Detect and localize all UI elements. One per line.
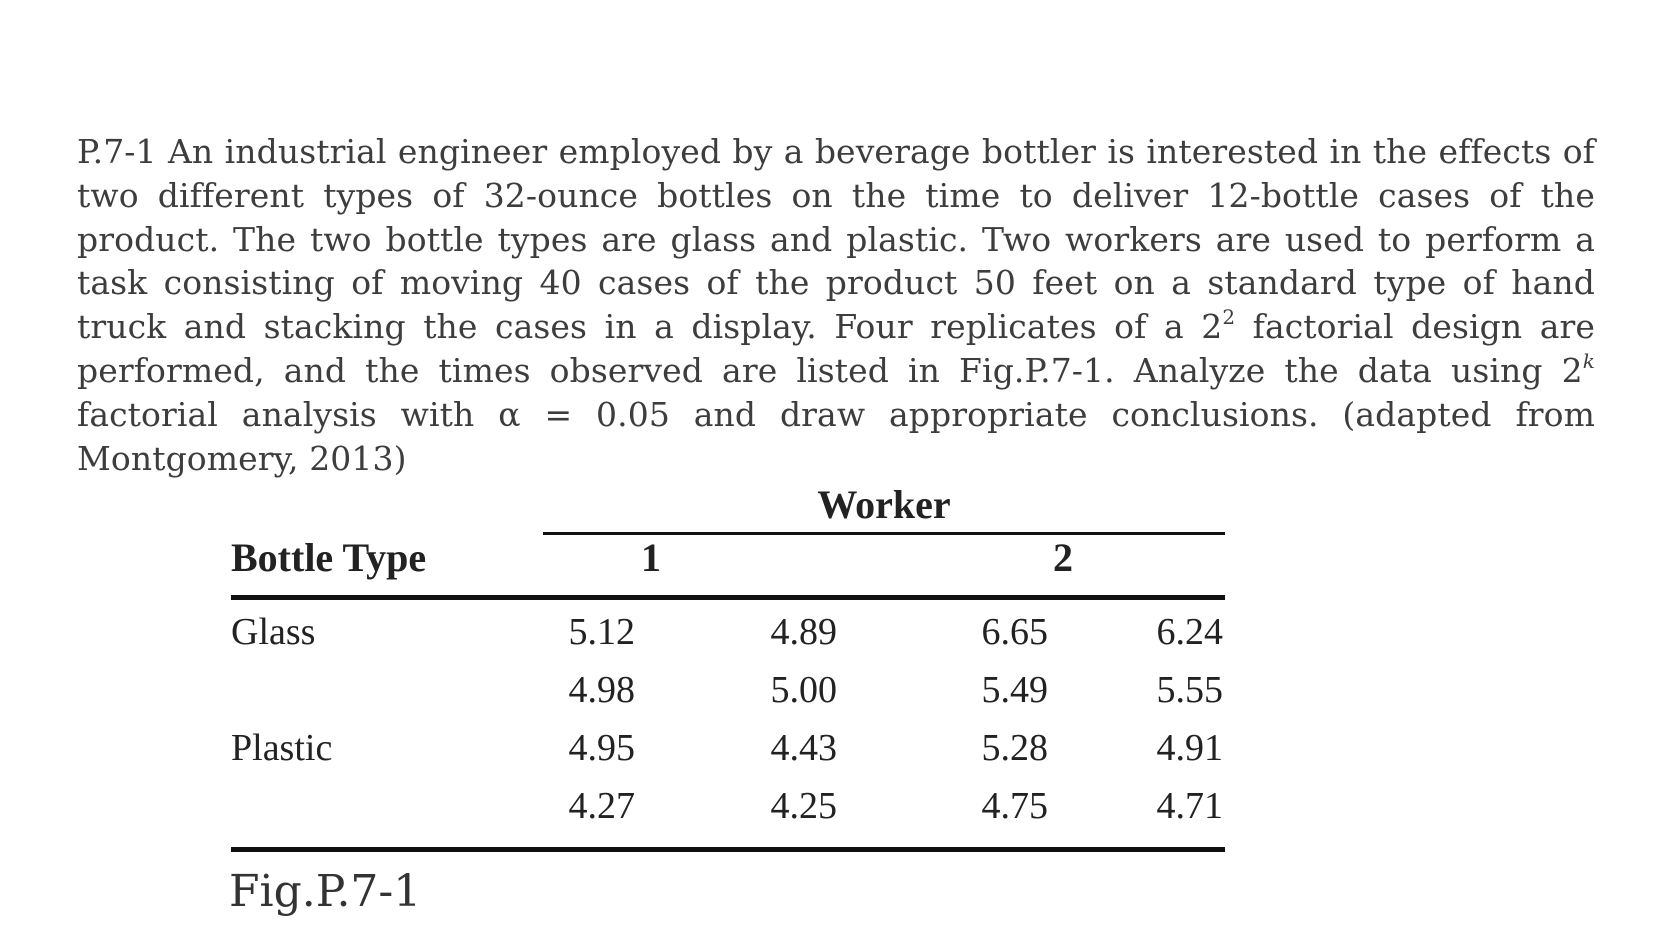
problem-text-part2: factorial design are performed, and the times observed are listed in Fig.P.7-1. Analyze the data using 2 [77,307,1595,390]
bottle-type-header: Bottle Type [231,535,427,580]
table-cell: 5.28 [981,727,1048,769]
table-cell: 4.75 [981,785,1048,827]
bottom-rule [231,847,1225,852]
table-cell: 4.43 [770,727,837,769]
table-cell: 5.12 [568,611,635,653]
problem-statement [77,130,1595,480]
table-cell: 5.00 [770,669,837,711]
problem-text-part3: factorial analysis with α = 0.05 and draw appropriate conclusions. (adapted from Montgomery, 2013) [77,394,1595,478]
problem-text-part1: P.7-1 An industrial engineer employed by a beverage bottler is interested in the effects of two different types of 32-ounce bottles on the time to deliver 12-bottle cases of the product. The two bottle types are glass and plastic. Two workers are used to perform a task consisting of moving 40 cases of the product 50 feet on a standard type of hand truck and stacking the cases in a display. Four replicates of a 2 [77,132,1595,347]
superscript-k: k [1582,348,1595,373]
worker-header: Worker [817,482,951,527]
table-cell: 4.95 [568,727,635,769]
worker-2-header: 2 [1053,535,1073,580]
figure-caption: Fig.P.7-1 [229,866,422,917]
header-rule [231,595,1225,600]
row-label-glass: Glass [231,611,316,653]
table-cell: 5.49 [981,669,1048,711]
table-cell: 6.24 [1156,611,1223,653]
table-cell: 4.27 [568,785,635,827]
worker-1-header: 1 [641,535,661,580]
row-label-plastic: Plastic [231,727,333,769]
table-cell: 4.71 [1156,785,1223,827]
table-cell: 5.55 [1156,669,1223,711]
table-cell: 4.91 [1156,727,1223,769]
table-cell: 6.65 [981,611,1048,653]
superscript-2: 2 [1222,305,1236,330]
table-cell: 4.89 [770,611,837,653]
table-cell: 4.25 [770,785,837,827]
table-cell: 4.98 [568,669,635,711]
